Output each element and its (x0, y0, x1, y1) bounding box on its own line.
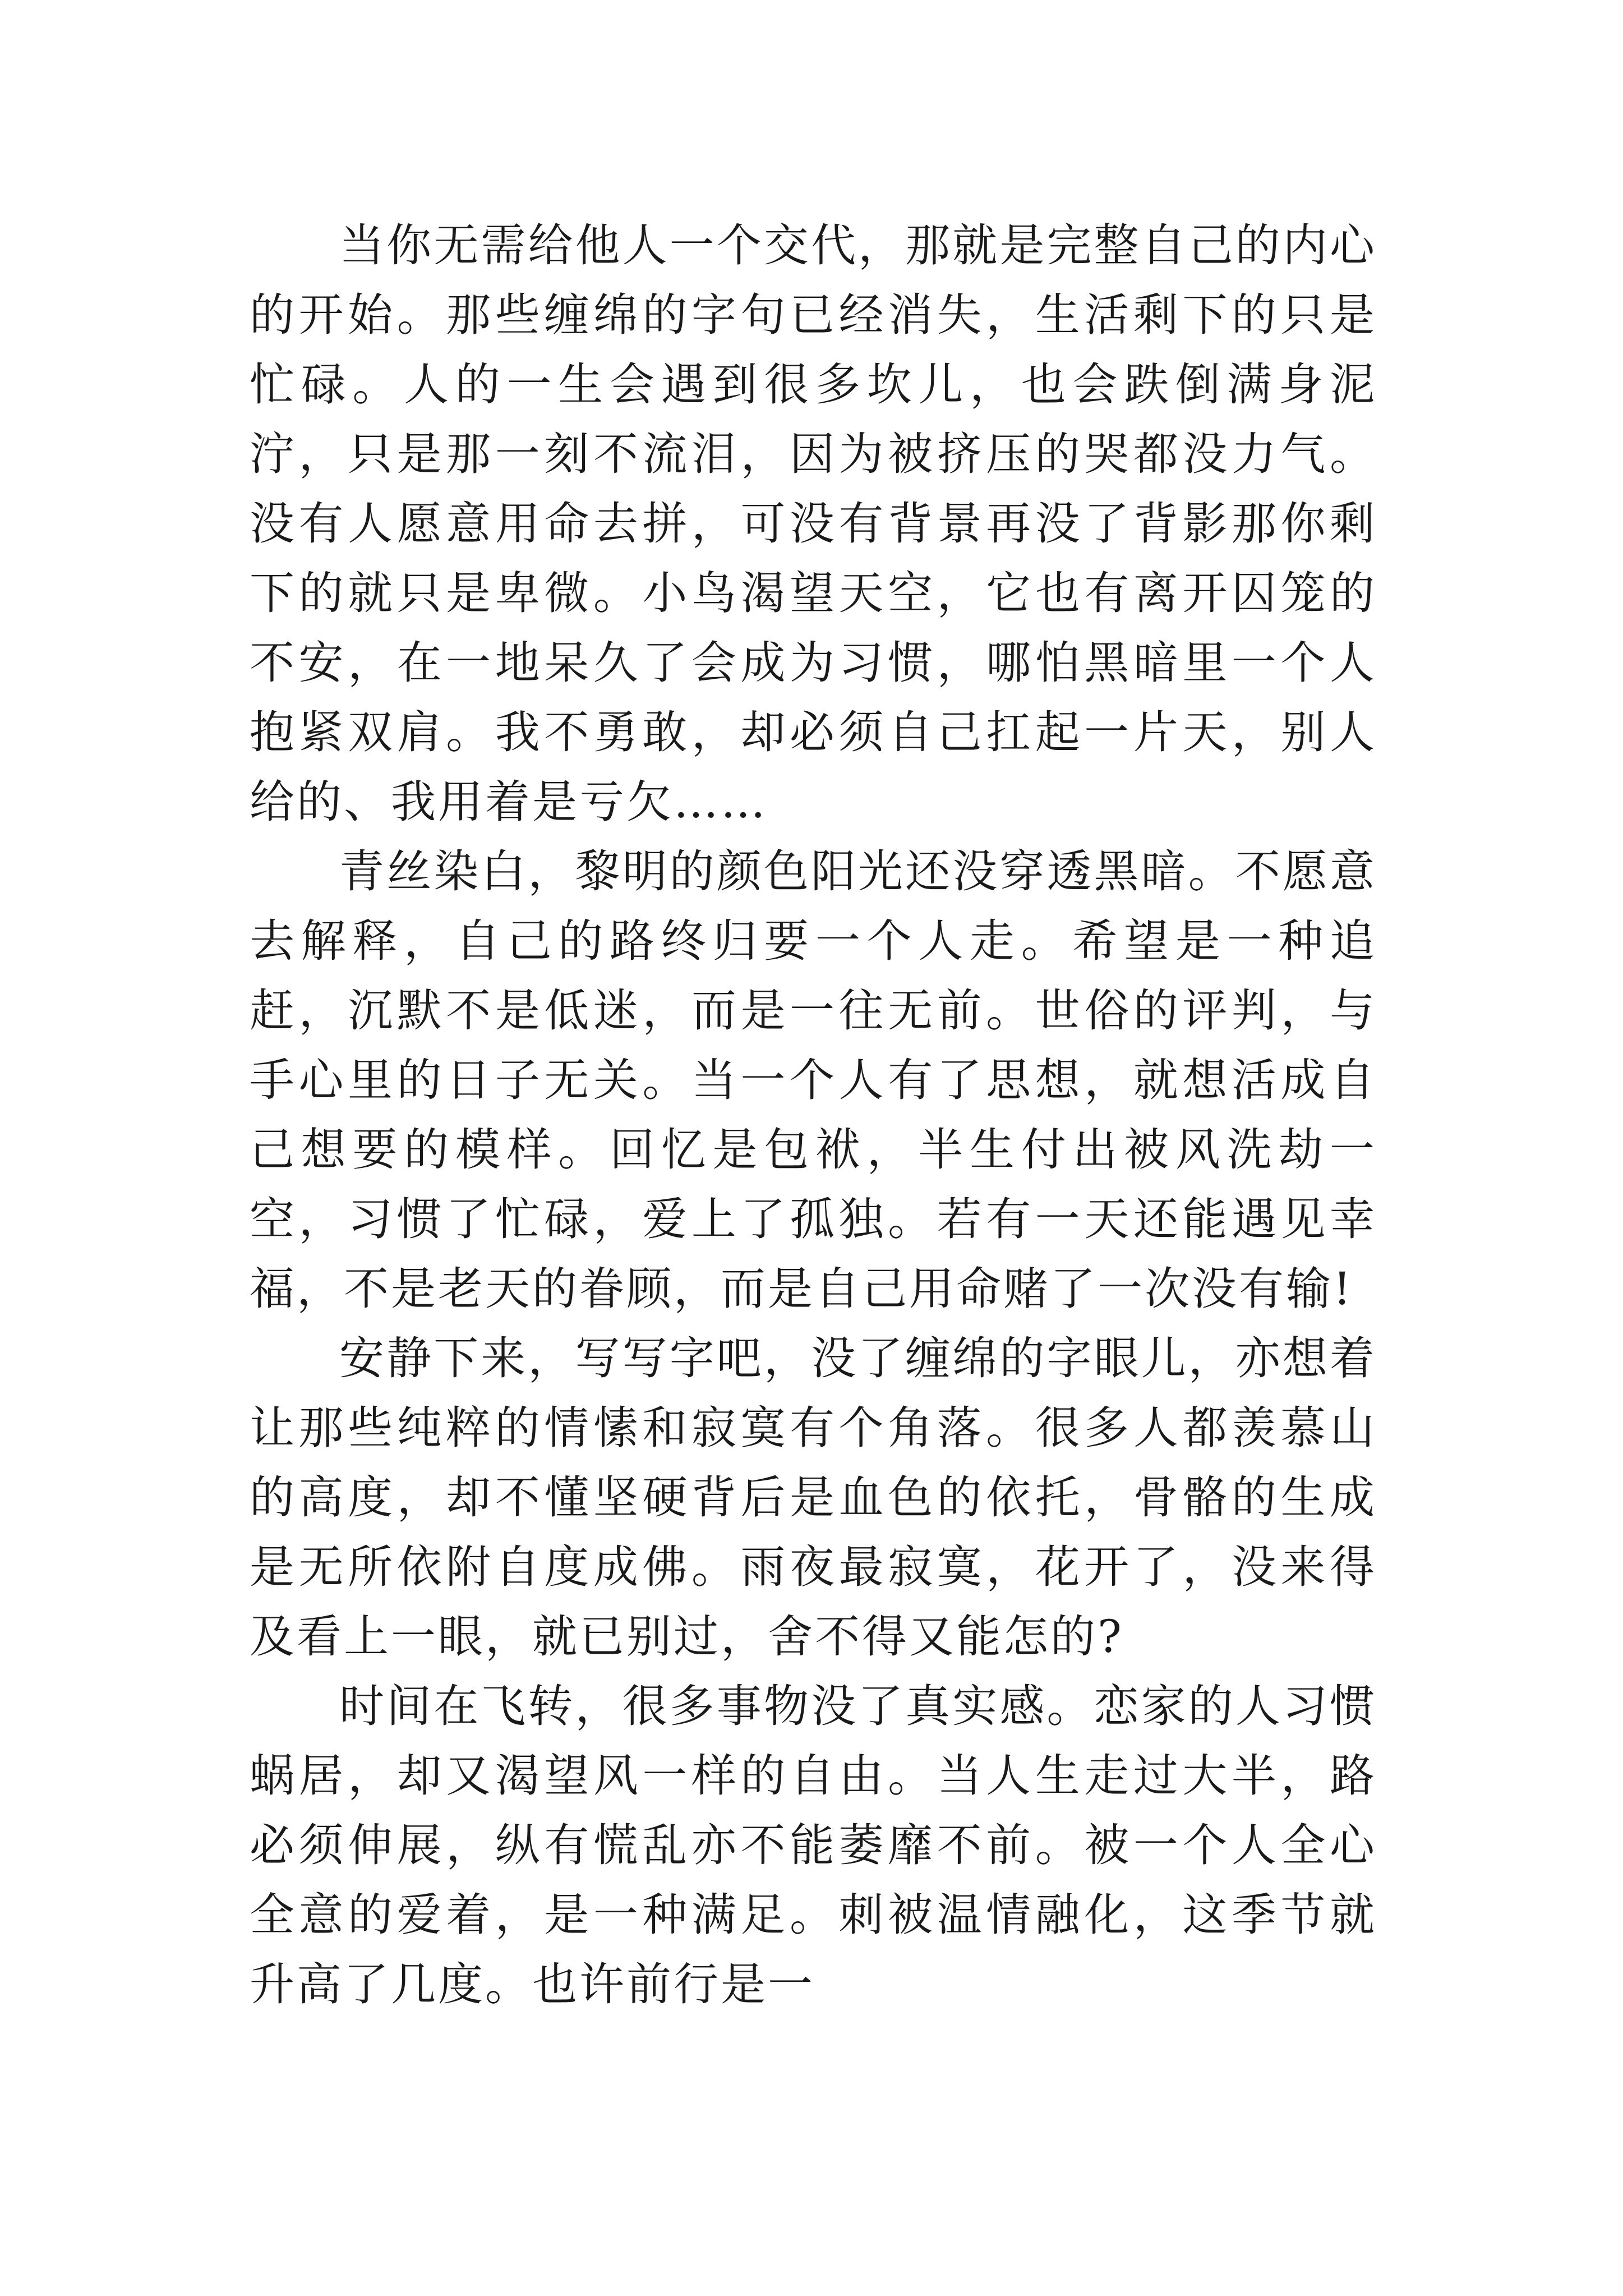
paragraph-1: 当你无需给他人一个交代，那就是完整自己的内心的开始。那些缠绵的字句已经消失，生活剩下的只是忙碌。人的一生会遇到很多坎儿，也会跌倒满身泥泞，只是那一刻不流泪，因为被挤压的哭都没力气。没有人愿意用命去拼，可没有背景再没了背影那你剩下的就只是卑微。小鸟渴望天空，它也有离开囚笼的不安，在一地呆久了会成为习惯，哪怕黑暗里一个人抱紧双肩。我不勇敢，却必须自己扛起一片天，别人给的、我用着是亏欠…… (250, 219, 1377, 828)
paragraph-3: 安静下来，写写字吧，没了缠绵的字眼儿，亦想着让那些纯粹的情愫和寂寞有个角落。很多人都羡慕山的高度，却不懂坚硬背后是血色的依托，骨骼的生成是无所依附自度成佛。雨夜最寂寞，花开了，没来得及看上一眼，就已别过，舍不得又能怎的? (250, 1332, 1377, 1663)
paragraph-4: 时间在飞转，很多事物没了真实感。恋家的人习惯蜗居，却又渴望风一样的自由。当人生走过大半，路必须伸展，纵有慌乱亦不能萎靡不前。被一个人全心全意的爱着，是一种满足。刺被温情融化，这季节就升高了几度。也许前行是一 (250, 1680, 1377, 2010)
body-text (250, 211, 1377, 2019)
paragraph-2: 青丝染白，黎明的颜色阳光还没穿透黑暗。不愿意去解释，自己的路终归要一个人走。希望是一种追赶，沉默不是低迷，而是一往无前。世俗的评判，与手心里的日子无关。当一个人有了思想，就想活成自己想要的模样。回忆是包袱，半生付出被风洗劫一空，习惯了忙碌，爱上了孤独。若有一天还能遇见幸福，不是老天的眷顾，而是自己用命赌了一次没有输! (250, 845, 1377, 1315)
